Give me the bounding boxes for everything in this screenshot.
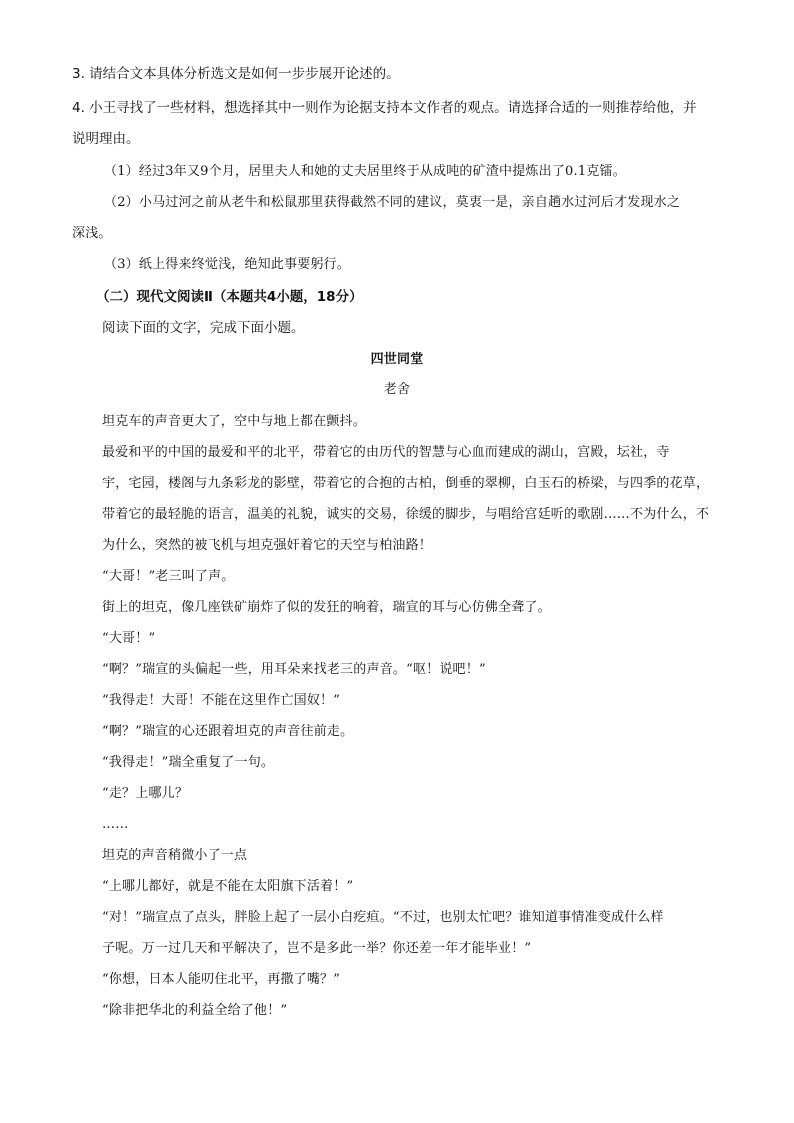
article-author: 老舍 <box>383 382 411 397</box>
question-4-line-1: 4. 小王寻找了一些材料，想选择其中一则作为论据支持本文作者的观点。请选择合适的一则推荐给他，并 <box>72 100 697 116</box>
article-title: 四世同堂 <box>370 352 424 367</box>
option-2-line-1: （2）小马过河之前从老牛和松鼠那里获得截然不同的建议，莫衷一是，亲自趟水过河后才发现水之 <box>104 195 681 210</box>
article-paragraph: 坦克的声音稍微小了一点 <box>102 848 248 863</box>
article-paragraph: “上哪儿都好，就是不能在太阳旗下活着！” <box>102 879 354 894</box>
article-ellipsis: …… <box>102 817 129 832</box>
article-paragraph: “我得走！”瑞全重复了一句。 <box>102 755 275 770</box>
article-paragraph: “走？上哪儿？ <box>102 786 189 801</box>
article-paragraph: “你想，日本人能叨住北平，再撒了嘴？” <box>102 972 341 987</box>
article-paragraph: “我得走！大哥！不能在这里作亡国奴！” <box>102 693 341 708</box>
article-paragraph: 带着它的最轻脆的语言，温美的礼貌，诚实的交易，徐缓的脚步，与唱给宫廷听的歌剧……不为什么，不 <box>102 507 710 522</box>
article-paragraph: “啊？”瑞宣的头偏起一些，用耳朵来找老三的声音。“呕！说吧！” <box>102 662 486 677</box>
article-paragraph: 宇，宅园，楼阁与九条彩龙的影壁，带着它的合抱的古柏，倒垂的翠柳，白玉石的桥梁，与四季的花草， <box>102 476 710 491</box>
section-instruction: 阅读下面的文字，完成下面小题。 <box>102 320 305 336</box>
article-paragraph: “除非把华北的利益全给了他！” <box>102 1003 288 1018</box>
article-paragraph: 为什么，突然的被飞机与坦克强奸着它的天空与柏油路！ <box>102 538 433 553</box>
question-3: 3. 请结合文本具体分析选文是如何一步步展开论述的。 <box>72 66 400 82</box>
article-paragraph: “大哥！” <box>102 631 156 646</box>
article-paragraph: 最爱和平的中国的最爱和平的北平，带着它的由历代的智慧与心血而建成的湖山，宫殿，坛社，寺 <box>102 445 670 460</box>
section-heading: （二）现代文阅读Ⅱ（本题共4小题，18分） <box>96 289 363 305</box>
option-2-line-2: 深浅。 <box>72 226 112 241</box>
article-paragraph: 坦克车的声音更大了，空中与地上都在颤抖。 <box>102 414 367 429</box>
article-paragraph: 街上的坦克，像几座铁矿崩炸了似的发狂的响着，瑞宣的耳与心仿佛全聋了。 <box>102 600 551 615</box>
article-paragraph: 子呢。万一过几天和平解决了，岂不是多此一举？你还差一年才能毕业！” <box>102 941 532 956</box>
article-paragraph: “啊？”瑞宣的心还跟着坦克的声音往前走。 <box>102 724 354 739</box>
article-paragraph: “大哥！”老三叫了声。 <box>102 569 235 584</box>
option-3: （3）纸上得来终觉浅，绝知此事要躬行。 <box>104 257 351 272</box>
question-4-line-2: 说明理由。 <box>72 131 140 147</box>
option-1: （1）经过3年又9个月，居里夫人和她的丈夫居里终于从成吨的矿渣中提炼出了0.1克镭。 <box>104 164 626 179</box>
article-paragraph: “对！”瑞宣点了点头，胖脸上起了一层小白疙疸。“不过，也别太忙吧？谁知道事情准变成什么样 <box>102 910 664 925</box>
